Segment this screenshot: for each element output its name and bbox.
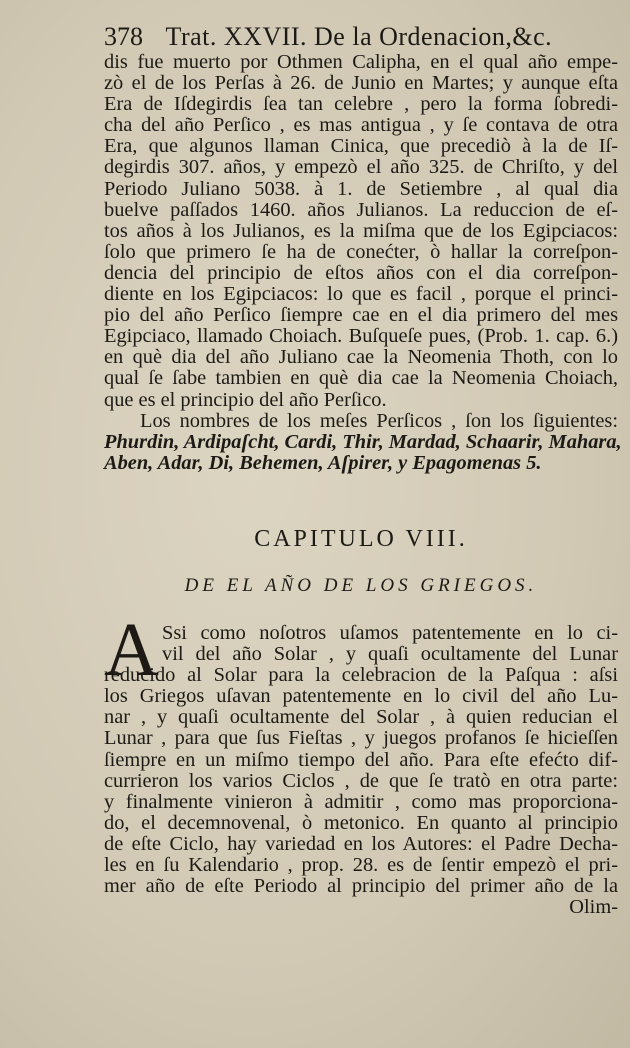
text-line: que es el principio del año Perſico. (104, 388, 387, 411)
text-line: vil del año Solar , y quaſi ocultamente del Lunar (162, 643, 618, 666)
page-number: 378 (104, 22, 143, 51)
text-line: dencia del principio de eſtos años con el dia correſpon- (104, 261, 618, 284)
text-line: mer año de eſte Periodo al principio del primer año de la (104, 875, 618, 898)
text-line: de eſte Ciclo, hay variedad en los Autores: el Padre Decha- (104, 832, 618, 855)
text-line: Ssi como noſotros uſamos patentemente en lo ci- (162, 622, 618, 644)
text-line: y finalmente vinieron à admitir , como mas proporciona- (104, 790, 618, 813)
text-line: Periodo Juliano 5038. à 1. de Setiembre , al qual dia (104, 177, 618, 200)
text-line: tos años à los Julianos, es la miſma que de los Egipciacos: (104, 219, 618, 242)
chapter-subtitle: DE EL AÑO DE LOS GRIEGOS. (184, 575, 538, 596)
text-line: en què dia del año Juliano cae la Neomenia Thoth, con lo (104, 346, 618, 369)
running-header (104, 22, 604, 52)
text-line: Los nombres de los meſes Perſicos , ſon los ſiguientes: (140, 409, 618, 432)
text-line: reducido al Solar para la celebracion de la Paſqua : aſsi (104, 664, 618, 687)
text-line: les en ſu Kalendario , prop. 28. es de ſentir empezò el pri- (104, 854, 618, 877)
text-line: degirdis 307. años, y empezò el año 325. de Chriſto, y del (104, 156, 618, 179)
text-line: ſiempre en un miſmo tiempo del año. Para eſte efećto dif- (104, 748, 618, 771)
text-line: cha del año Perſico , es mas antigua , y ſe contava de otra (104, 114, 618, 137)
paragraph-continued (104, 51, 622, 474)
text-line: los Griegos uſavan patentemente en lo civil del año Lu- (104, 685, 618, 708)
catchword: Olim- (569, 896, 618, 919)
text-line: nar , y quaſi ocultamente del Solar , à quien reducian el (104, 706, 618, 729)
text-line: Era de Iſdegirdis ſea tan celebre , pero la forma ſobredi- (104, 93, 618, 116)
chapter-heading: CAPITULO VIII. (254, 526, 468, 552)
text-line: Era, que algunos llaman Cinica, que precediò à la de Iſ- (104, 135, 618, 158)
text-line: buelve paſſados 1460. años Julianos. La reduccion de eſ- (104, 198, 618, 221)
running-title: Trat. XXVII. De la Ordenacion,&c. (165, 22, 553, 51)
month-names-line: Phurdin, Ardipaſcht, Cardi, Thir, Mardad, Schaarir, Mahara, (104, 430, 622, 453)
paragraph-chapter-viii (104, 623, 618, 918)
text-line: currieron los varios Ciclos , de que ſe tratò en otra parte: (104, 769, 618, 792)
text-line: Lunar , para que ſus Fieſtas , y juegos profanos ſe hicieſſen (104, 727, 618, 750)
text-line: zò el de los Perſas à 26. de Junio en Martes; y aunque eſta (104, 72, 618, 95)
text-line: do, el decemnovenal, ò metonico. En quanto al principio (104, 811, 618, 834)
drop-capital: A (104, 608, 159, 692)
text-line: qual ſe ſabe tambien en què dia cae la Neomenia Choiach, (104, 367, 618, 390)
text-line: pio del año Perſico ſiempre cae en el dia primero del mes (104, 304, 618, 327)
text-line: ſolo que primero ſe ha de conećter, ò hallar la correſpon- (104, 240, 618, 263)
month-names-line: Aben, Adar, Di, Behemen, Aſpirer, y Epagomenas 5. (104, 451, 542, 474)
text-line: dis fue muerto por Othmen Calipha, en el qual año empe- (104, 51, 618, 73)
text-line: Egipciaco, llamado Choiach. Buſqueſe pues, (Prob. 1. cap. 6.) (104, 325, 618, 348)
text-line: diente en los Egipciacos: lo que es facil , porque el princi- (104, 283, 618, 306)
